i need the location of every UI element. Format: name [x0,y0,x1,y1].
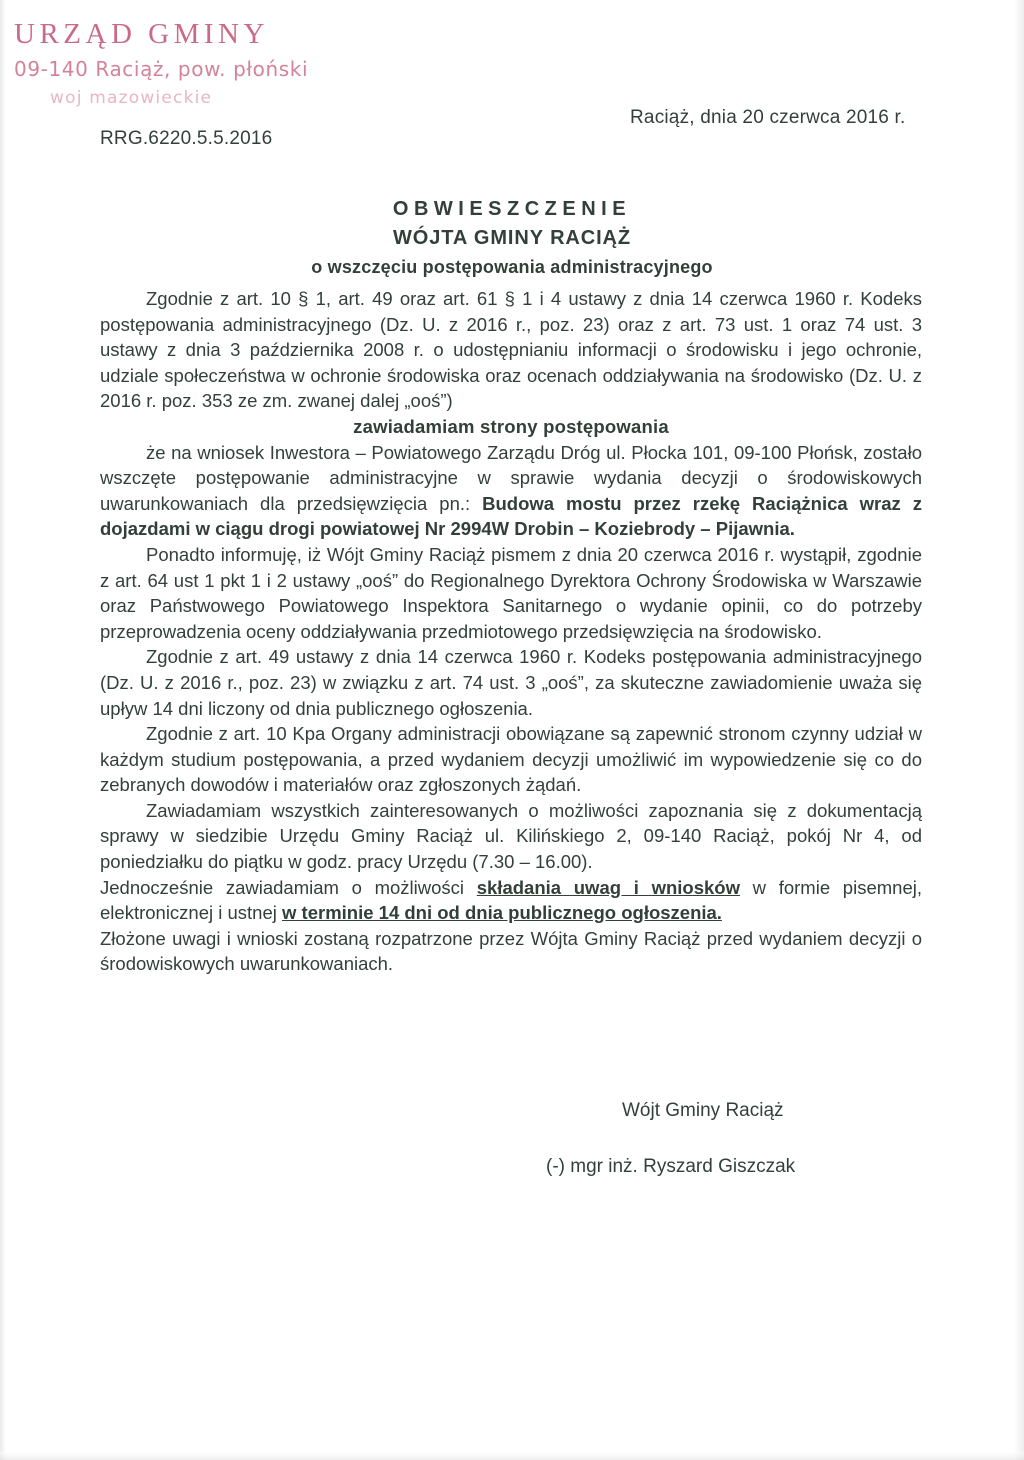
subject-line: o wszczęciu postępowania administracyjnego [311,257,713,277]
comments-intro-text: Jednocześnie zawiadamiam o możliwości [100,876,477,898]
paragraph-documentation-access: Zawiadamiam wszystkich zainteresowanych o możliwości zapoznania się z dokumentacją sprawy w siedzibie Urzędu Gminy Raciąż ul. Kilińskiego 2, 09-140 Raciąż, pokój Nr 4, od poniedziałku do piątku w godz. pracy Urzędu (7.30 – 16.00). [100,799,922,873]
comments-emphasis-text: składania uwag i wniosków [476,876,740,898]
case-intro-text: że na wniosek Inwestora – Powiatowego Zarządu Dróg ul. Płocka 101, 09-100 Płońsk, zostało wszczęte postępowanie administracyjne w sprawie wydania decyzji o środowiskowych uwarunkowaniach dla przedsięwzięcia pn.: [100,441,922,514]
paragraph-kpa-article-10: Zgodnie z art. 10 Kpa Organy administracji obowiązane są zapewnić stronom czynny udział w każdym studium postępowania, a przed wydaniem decyzji umożliwić im wypowiedzenie się co do zebranych dowodów i materiałów oraz zgłoszonych żądań. [100,723,922,796]
stamp-office-name: URZĄD GMINY [14,18,269,50]
scan-edge-bottom [0,1452,1024,1460]
stamp-address: 09-140 Raciąż, pow. płoński [14,57,309,81]
signature-name: (-) mgr inż. Ryszard Giszczak [546,1156,796,1177]
paragraph-case-description [100,440,922,542]
deadline-emphasis-text: w terminie 14 dni od dnia publicznego ogłoszenia. [282,902,722,924]
paragraph-14-day-notice: Zgodnie z art. 49 ustawy z dnia 14 czerwca 1960 r. Kodeks postępowania administracyjnego (Dz. U. z 2016 r., poz. 23) w związku z art. 74 ust. 3 „ooś”, za skuteczne zawiadomienie uważa się upływ 14 dni liczony od dnia publicznego ogłoszenia. [100,646,922,719]
issuing-authority: WÓJTA GMINY RACIĄŻ [392,227,632,249]
declaration-heading: zawiadamiam strony postępowania [353,415,669,437]
document-body [100,286,922,977]
paragraph-submitting-comments [100,875,922,926]
page-title: OBWIESZCZENIE [392,198,632,220]
place-and-date: Raciąż, dnia 20 czerwca 2016 r. [630,107,906,128]
office-stamp [14,20,434,107]
stamp-voivodeship: woj mazowieckie [50,88,213,108]
paragraph-legal-basis: Zgodnie z art. 10 § 1, art. 49 oraz art. 61 § 1 i 4 ustawy z dnia 14 czerwca 1960 r. Kodeks postępowania administracyjnego (Dz. U. z 2016 r., poz. 23) oraz z art. 73 ust. 1 oraz 74 ust. 3 ustawy z dnia 3 października 2008 r. o udostępnianiu informacji o środowisku i jego ochronie, udziale społeczeństwa w ochronie środowiska oraz ocenach oddziaływania na środowisko (Dz. U. z 2016 r. poz. 353 ze zm. zwanej dalej „ooś”) [100,288,922,412]
reference-number: RRG.6220.5.5.2016 [100,128,273,149]
document-title-block [0,196,1024,279]
project-name: Budowa mostu przez rzekę Raciążnica wraz z dojazdami w ciągu drogi powiatowej Nr 2994W Drobin – Koziebrody – Pijawnia. [100,492,922,540]
paragraph-opinion-requests: Ponadto informuję, iż Wójt Gminy Raciąż pismem z dnia 20 czerwca 2016 r. wystąpił, zgodnie z art. 64 ust 1 pkt 1 i 2 ustawy „ooś” do Regionalnego Dyrektora Ochrony Środowiska w Warszawie oraz Państwowego Powiatowego Inspektora Sanitarnego o wydanie opinii, co do potrzeby przeprowadzenia oceny oddziaływania przedmiotowego przedsięwzięcia na środowisko. [100,543,922,642]
signature-role: Wójt Gminy Raciąż [622,1100,784,1121]
paragraph-closing: Złożone uwagi i wnioski zostaną rozpatrzone przez Wójta Gminy Raciąż przed wydaniem decyzji o środowiskowych uwarunkowaniach. [100,927,922,975]
comments-form-text: w formie pisemnej, elektronicznej i ustnej [100,876,922,924]
